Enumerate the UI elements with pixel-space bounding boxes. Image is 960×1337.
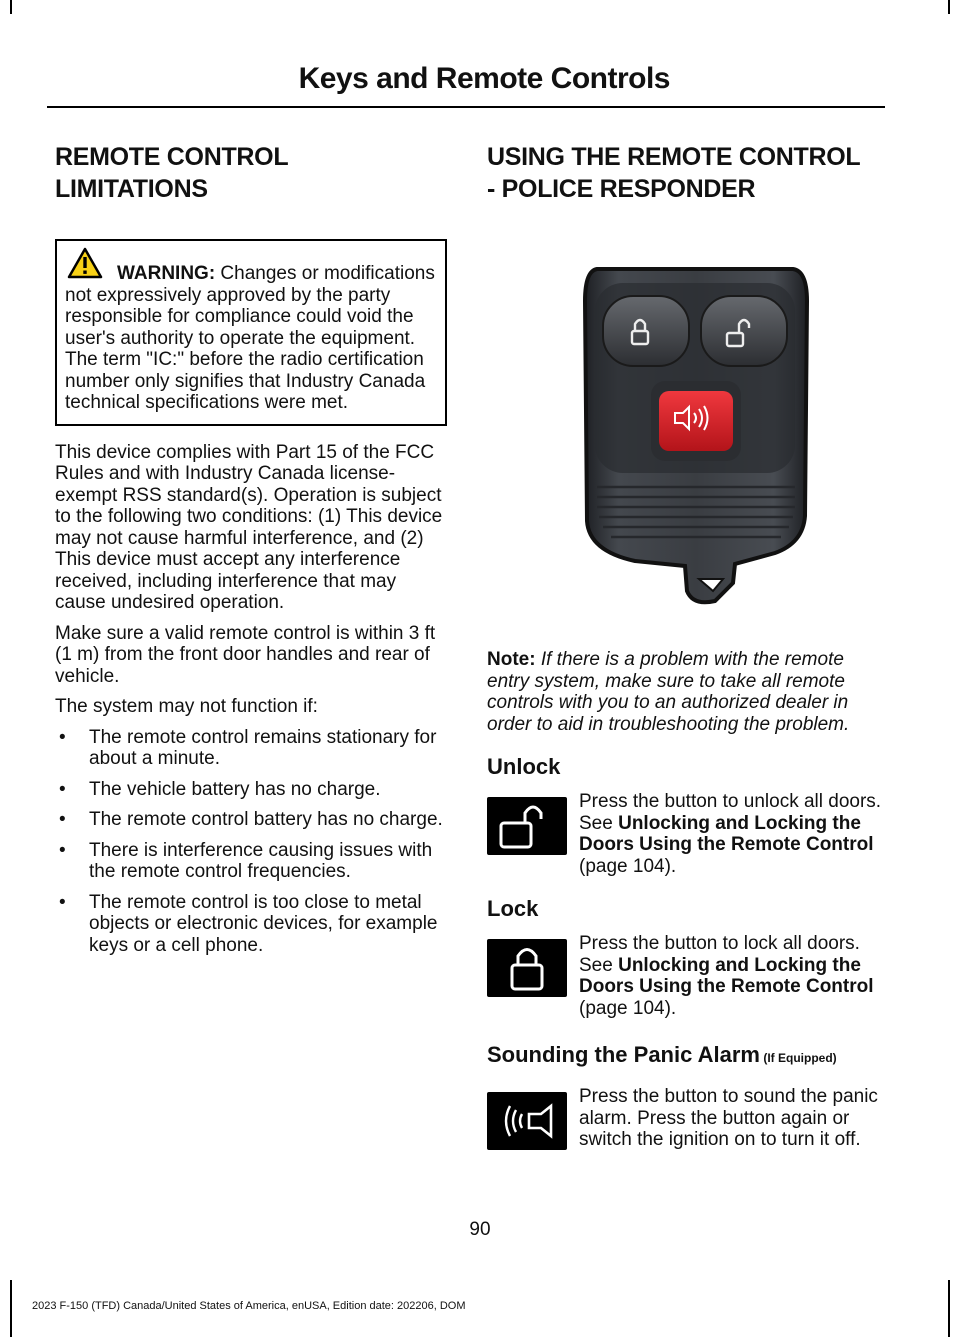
- note-text: If there is a problem with the remote entry system, make sure to take all remote controls with you to an authorized dealer in order to aid in troubleshooting the problem.: [487, 649, 850, 735]
- footer-edition-info: 2023 F-150 (TFD) Canada/United States of America, enUSA, Edition date: 202206, DOM: [32, 1300, 466, 1312]
- lock-cross-reference[interactable]: Unlocking and Locking the Doors Using the Remote Control: [579, 954, 874, 997]
- if-equipped-qualifier: (If Equipped): [760, 1051, 837, 1065]
- page-number: 90: [469, 1219, 491, 1240]
- troubleshooting-note: [487, 649, 882, 735]
- heading-line-1: USING THE REMOTE CONTROL: [487, 143, 861, 171]
- remote-key-fob-image: [575, 261, 815, 611]
- lock-icon: [487, 939, 567, 997]
- page-header-title: Keys and Remote Controls: [298, 62, 670, 95]
- fcc-compliance-paragraph: This device complies with Part 15 of the FCC Rules and with Industry Canada license-exempt RSS standard(s). Operation is subject to the following two conditions: (1) This device may not cause harmful interference, and (2) This device must accept any interference received, including interference that may cause undesired operation.: [55, 441, 443, 613]
- list-item: • The remote control battery has no charge.: [59, 809, 443, 830]
- crop-mark-bottom-right-v: [948, 1280, 950, 1337]
- header-rule: [47, 106, 885, 108]
- section-heading-police-responder: [487, 140, 882, 206]
- unlock-instructions: Press the button to unlock all doors. See Unlocking and Locking the Doors Using the Remote Control (page 104).: [487, 791, 882, 877]
- crop-mark-bottom-left-v: [10, 1280, 12, 1337]
- lock-heading: Lock: [487, 896, 539, 921]
- conditions-intro: The system may not function if:: [55, 696, 318, 717]
- right-column: [487, 140, 882, 1152]
- conditions-list: [55, 727, 447, 957]
- lock-instructions: Press the button to lock all doors. See Unlocking and Locking the Doors Using the Remote Control (page 104).: [487, 933, 882, 1019]
- crop-mark-top-left-v: [10, 0, 12, 14]
- range-paragraph: Make sure a valid remote control is within 3 ft (1 m) from the front door handles and rear of vehicle.: [55, 622, 436, 687]
- list-item: • There is interference causing issues with the remote control frequencies.: [59, 839, 433, 882]
- list-item: • The remote control remains stationary for about a minute.: [59, 726, 437, 769]
- list-item: • The remote control is too close to metal objects or electronic devices, for example keys or a cell phone.: [59, 891, 438, 956]
- warning-triangle-icon: [67, 247, 103, 279]
- warning-text: Changes or modifications not expressively approved by the party responsible for compliance could void the user's authority to operate the equipment. The term "IC:" before the radio certification number only signifies that Industry Canada technical specifications were met.: [65, 263, 435, 413]
- warning-label: WARNING:: [117, 263, 216, 284]
- section-heading-limitations: [55, 140, 447, 206]
- panic-alarm-heading: Sounding the Panic Alarm (If Equipped): [487, 1042, 837, 1067]
- unlock-icon: [487, 797, 567, 855]
- panic-instructions: Press the button to sound the panic alarm. Press the button again or switch the ignition on to turn it off.: [487, 1086, 882, 1152]
- crop-mark-top-right-v: [948, 0, 950, 14]
- note-label: Note:: [487, 649, 536, 670]
- heading-line-2: - POLICE RESPONDER: [487, 175, 756, 203]
- list-item: • The vehicle battery has no charge.: [59, 778, 381, 800]
- heading-line-1: REMOTE CONTROL: [55, 143, 289, 171]
- horn-icon: [487, 1092, 567, 1150]
- unlock-cross-reference[interactable]: Unlocking and Locking the Doors Using the Remote Control: [579, 812, 874, 855]
- left-column: [55, 140, 447, 965]
- heading-line-2: LIMITATIONS: [55, 175, 208, 203]
- warning-box: [55, 239, 447, 426]
- unlock-heading: Unlock: [487, 754, 561, 779]
